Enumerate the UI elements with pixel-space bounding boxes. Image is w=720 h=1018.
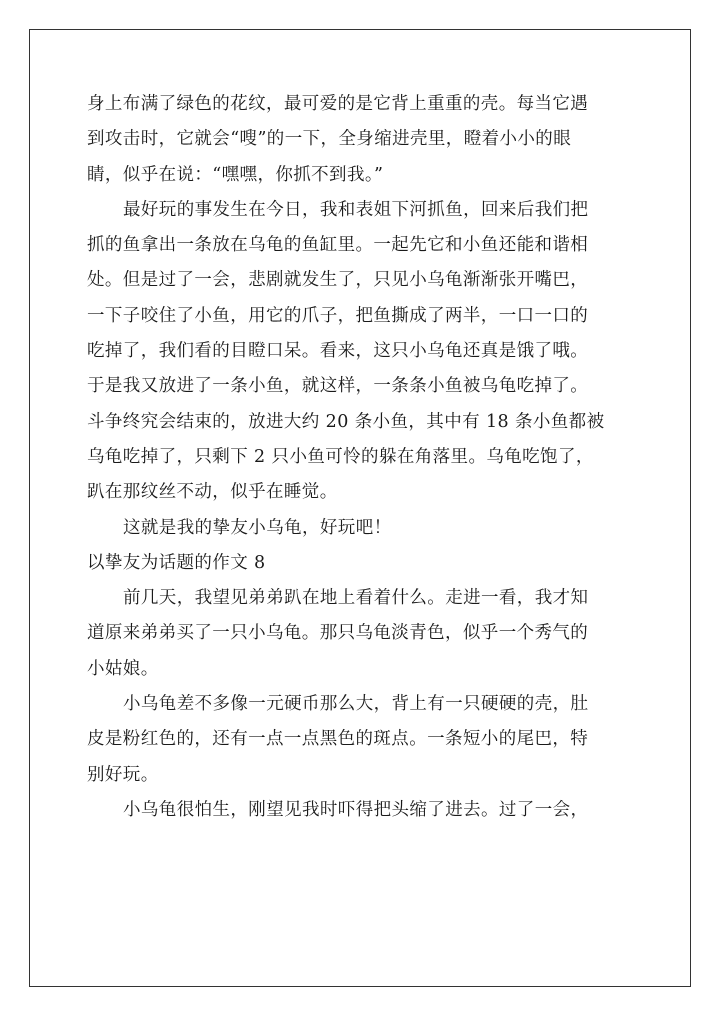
- text-line: 道原来弟弟买了一只小乌龟。那只乌龟淡青色，似乎一个秀气的: [87, 623, 589, 644]
- paragraph-start-line: 这就是我的挚友小乌龟，好玩吧！: [123, 517, 392, 538]
- text-line: 一下子咬住了小鱼，用它的爪子，把鱼撕成了两半，一口一口的: [87, 305, 589, 326]
- paragraph-start-line: 小乌龟很怕生，刚望见我时吓得把头缩了进去。过了一会，: [123, 799, 589, 820]
- paragraph-start-line: 前几天，我望见弟弟趴在地上看着什么。走进一看，我才知: [123, 588, 589, 609]
- text-line: 小姑娘。: [87, 658, 159, 679]
- text-line: 处。但是过了一会，悲剧就发生了，只见小乌龟渐渐张开嘴巴，: [87, 270, 589, 291]
- paragraph-start-line: 最好玩的事发生在今日，我和表姐下河抓鱼，回来后我们把: [123, 199, 589, 220]
- text-line: 吃掉了，我们看的目瞪口呆。看来，这只小乌龟还真是饿了哦。: [87, 341, 589, 362]
- text-line: 趴在那纹丝不动，似乎在睡觉。: [87, 482, 338, 503]
- text-line: 身上布满了绿色的花纹，最可爱的是它背上重重的壳。每当它遇: [87, 94, 589, 114]
- paragraph-start-line: 小乌龟差不多像一元硬币那么大，背上有一只硬硬的壳，肚: [123, 694, 589, 715]
- text-line: 睛，似乎在说：“嘿嘿，你抓不到我。”: [87, 164, 384, 185]
- text-line: 斗争终究会结束的，放进大约 20 条小鱼，其中有 18 条小鱼都被: [87, 411, 605, 432]
- text-line: 到攻击时，它就会“嗖”的一下，全身缩进壳里，瞪着小小的眼: [87, 129, 572, 150]
- text-line: 于是我又放进了一条小鱼，就这样，一条条小鱼被乌龟吃掉了。: [87, 376, 589, 397]
- section-heading: 以挚友为话题的作文 8: [87, 552, 266, 573]
- text-line: 抓的鱼拿出一条放在乌龟的鱼缸里。一起先它和小鱼还能和谐相: [87, 235, 589, 256]
- document-body: [87, 87, 635, 828]
- text-line: 别好玩。: [87, 764, 159, 785]
- text-line: 皮是粉红色的，还有一点一点黑色的斑点。一条短小的尾巴，特: [87, 729, 589, 750]
- text-line: 乌龟吃掉了，只剩下 2 只小鱼可怜的躲在角落里。乌龟吃饱了，: [87, 446, 594, 467]
